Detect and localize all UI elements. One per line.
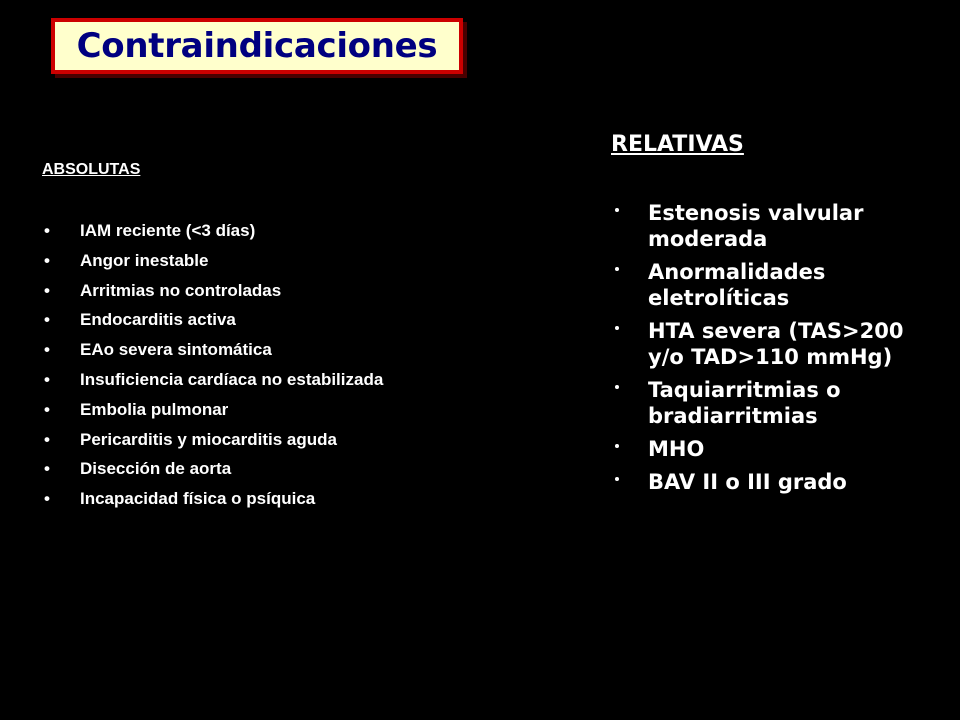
- absolutas-item-text: IAM reciente (<3 días): [80, 221, 256, 240]
- relativas-item: [611, 469, 911, 495]
- bullet-icon: •: [44, 369, 50, 389]
- absolutas-item-text: EAo severa sintomática: [80, 340, 272, 360]
- bullet-icon: •: [44, 429, 50, 449]
- bullet-icon: •: [44, 280, 50, 300]
- absolutas-item-text: Endocarditis activa: [80, 310, 236, 330]
- bullet-icon: •: [44, 489, 50, 509]
- relativas-heading: RELATIVAS: [611, 132, 744, 157]
- relativas-item: [611, 318, 911, 370]
- bullet-icon: [615, 444, 619, 448]
- relativas-item-text: Taquiarritmias o bradiarritmias: [648, 378, 841, 428]
- absolutas-item-text: Angor inestable: [80, 250, 209, 270]
- bullet-icon: [615, 267, 619, 271]
- relativas-item: [611, 200, 911, 252]
- absolutas-item-text: Incapacidad física o psíquica: [80, 489, 316, 509]
- absolutas-item-text: Disección de aorta: [80, 459, 232, 479]
- absolutas-heading: ABSOLUTAS: [42, 161, 141, 178]
- absolutas-item-text: Arritmias no controladas: [80, 280, 282, 300]
- bullet-icon: •: [44, 399, 50, 419]
- bullet-icon: •: [44, 459, 50, 479]
- relativas-item-text: BAV II o III grado: [648, 470, 847, 494]
- absolutas-item-text: Pericarditis y miocarditis aguda: [80, 429, 337, 449]
- absolutas-item-text: Embolia pulmonar: [80, 399, 229, 419]
- title-box: [51, 18, 463, 74]
- relativas-item: [611, 377, 911, 429]
- relativas-item-text: Anormalidades eletrolíticas: [648, 260, 826, 310]
- bullet-icon: •: [44, 221, 50, 240]
- relativas-item-text: HTA severa (TAS>200 y/o TAD>110 mmHg): [648, 319, 904, 369]
- bullet-icon: [615, 385, 619, 389]
- bullet-icon: [615, 477, 619, 481]
- absolutas-item-text: Insuficiencia cardíaca no estabilizada: [80, 369, 384, 389]
- slide-title: Contraindicaciones: [76, 26, 438, 66]
- relativas-item: [611, 436, 911, 462]
- relativas-item-text: MHO: [648, 437, 705, 461]
- relativas-item-text: Estenosis valvular moderada: [648, 201, 864, 251]
- bullet-icon: [615, 326, 619, 330]
- bullet-icon: •: [44, 310, 50, 330]
- relativas-list: [611, 200, 911, 502]
- bullet-icon: •: [44, 340, 50, 360]
- bullet-icon: [615, 208, 619, 212]
- relativas-item: [611, 259, 911, 311]
- bullet-icon: •: [44, 250, 50, 270]
